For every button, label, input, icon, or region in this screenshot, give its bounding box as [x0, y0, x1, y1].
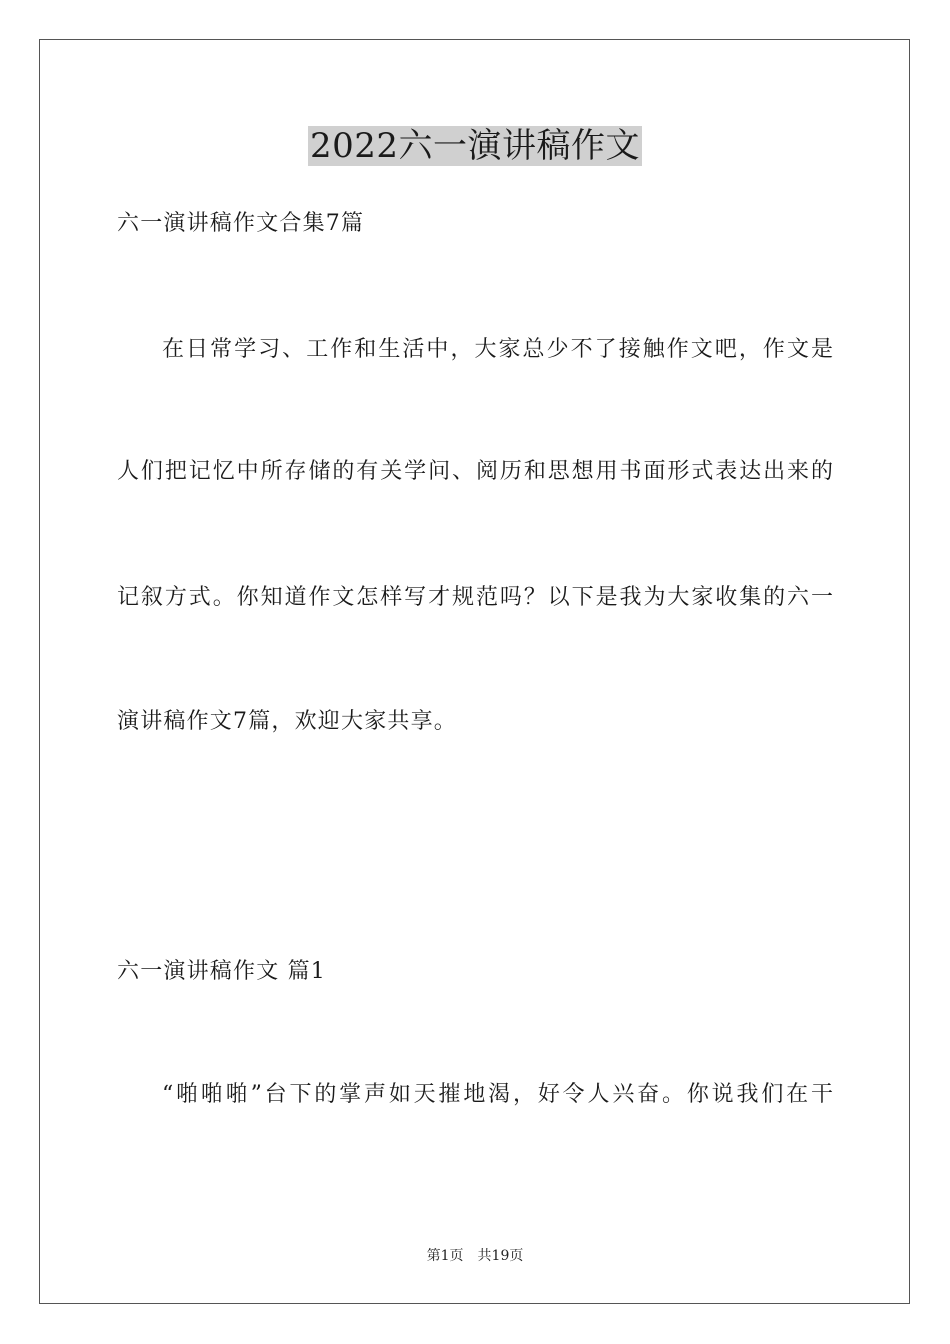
intro-paragraph-line: 人们把记忆中所存储的有关学问、阅历和思想用书面形式表达出来的: [117, 459, 833, 484]
page-number-total: 共19页: [477, 1248, 524, 1264]
document-title: [0, 122, 950, 170]
intro-paragraph-line: 记叙方式。你知道作文怎样写才规范吗？以下是我为大家收集的六一: [117, 585, 833, 610]
document-subtitle: 六一演讲稿作文合集7篇: [117, 211, 365, 236]
page-number-current: 第1页: [426, 1248, 464, 1264]
section-heading: 六一演讲稿作文 篇1: [117, 959, 326, 984]
section-paragraph-line: “啪啪啪”台下的掌声如天摧地渴，好令人兴奋。你说我们在干: [162, 1082, 833, 1107]
intro-paragraph-line: 在日常学习、工作和生活中，大家总少不了接触作文吧，作文是: [162, 337, 833, 362]
document-title-text: 2022六一演讲稿作文: [309, 126, 641, 166]
intro-paragraph-line: 演讲稿作文7篇，欢迎大家共享。: [117, 709, 457, 734]
page-footer: [0, 1246, 950, 1266]
